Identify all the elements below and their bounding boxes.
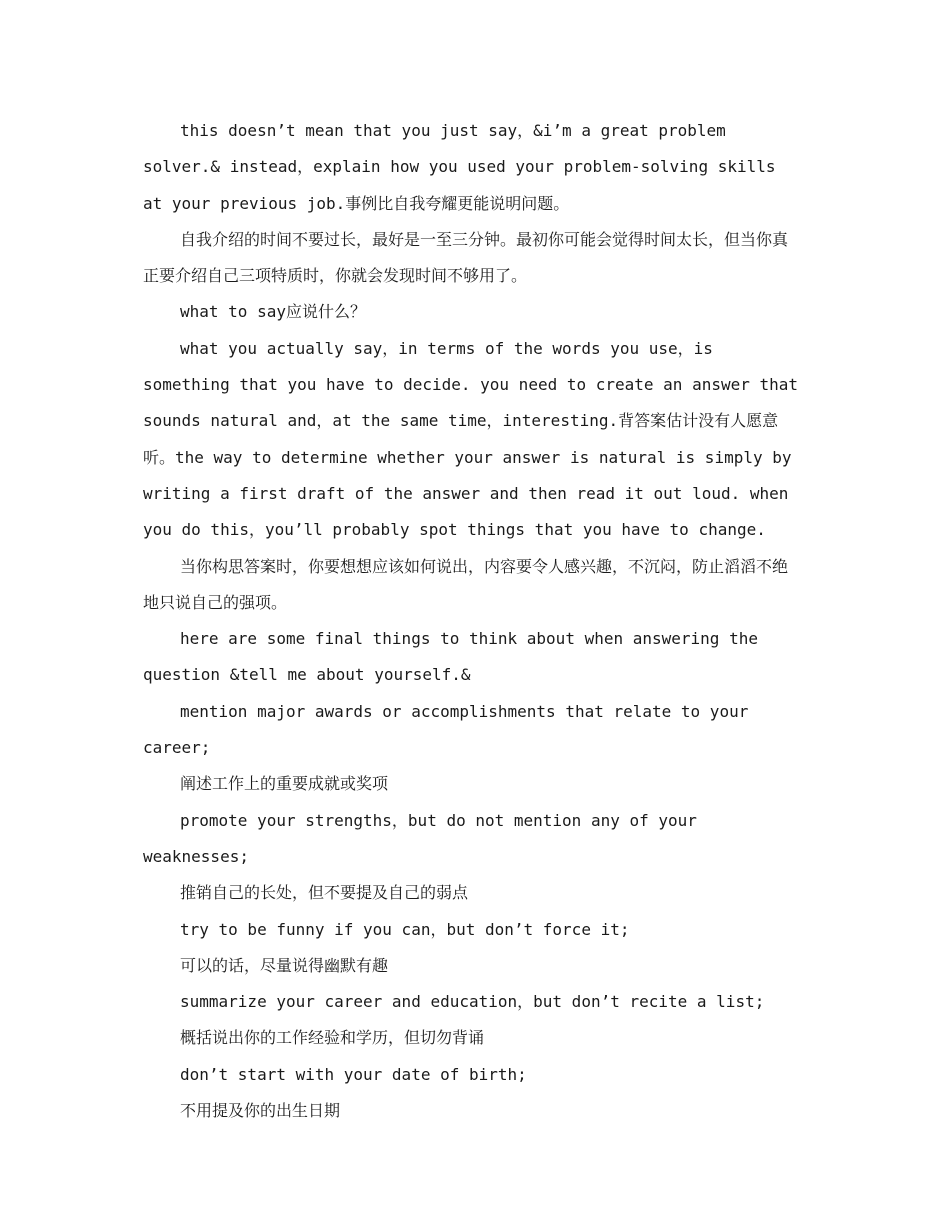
tip-date-of-birth: don’t start with your date of birth; — [180, 1064, 527, 1084]
tip-funny: try to be funny if you can，but don’t force it; — [180, 919, 630, 939]
paragraph-what-you-say: what you actually say，in terms of the words you use，is something that you have to decide. you need to create an answer that sounds natural and，at the same time，interesting.背答案估计没有人愿意听。the way to determine whether your answer is natural is simply by writing a first draft of the answer and then read it out loud. when you do this，you’ll probably spot things that you have to change. — [143, 338, 799, 540]
tip-awards-translation: 阐述工作上的重要成就或奖项 — [180, 774, 389, 794]
paragraph-composing-answer: 当你构思答案时，你要想想应该如何说出，内容要令人感兴趣，不沉闷，防止滔滔不绝地只说自己的强项。 — [143, 556, 789, 612]
tip-strengths: promote your strengths，but do not mention any of your weaknesses; — [143, 810, 697, 866]
document-body — [143, 113, 803, 1129]
tip-awards: mention major awards or accomplishments that relate to your career; — [143, 701, 749, 758]
tip-summarize-translation: 概括说出你的工作经验和学历，但切勿背诵 — [180, 1028, 485, 1048]
paragraph-problem-solver: this doesn’t mean that you just say，&i’m a great problem solver.& instead，explain how you used your problem-solving skills at your previous job.事例比自我夸耀更能说明问题。 — [143, 121, 776, 213]
tip-strengths-translation: 推销自己的长处，但不要提及自己的弱点 — [180, 883, 469, 903]
tip-summarize: summarize your career and education，but don’t recite a list; — [180, 992, 765, 1012]
tip-funny-translation: 可以的话，尽量说得幽默有趣 — [180, 955, 389, 975]
paragraph-what-to-say-heading: what to say应说什么？ — [180, 302, 366, 322]
paragraph-final-things: here are some final things to think about when answering the question &tell me about yourself.& — [143, 629, 758, 685]
tip-date-of-birth-translation: 不用提及你的出生日期 — [180, 1101, 341, 1121]
paragraph-intro-length: 自我介绍的时间不要过长，最好是一至三分钟。最初你可能会觉得时间太长，但当你真正要介绍自己三项特质时，你就会发现时间不够用了。 — [143, 229, 789, 286]
